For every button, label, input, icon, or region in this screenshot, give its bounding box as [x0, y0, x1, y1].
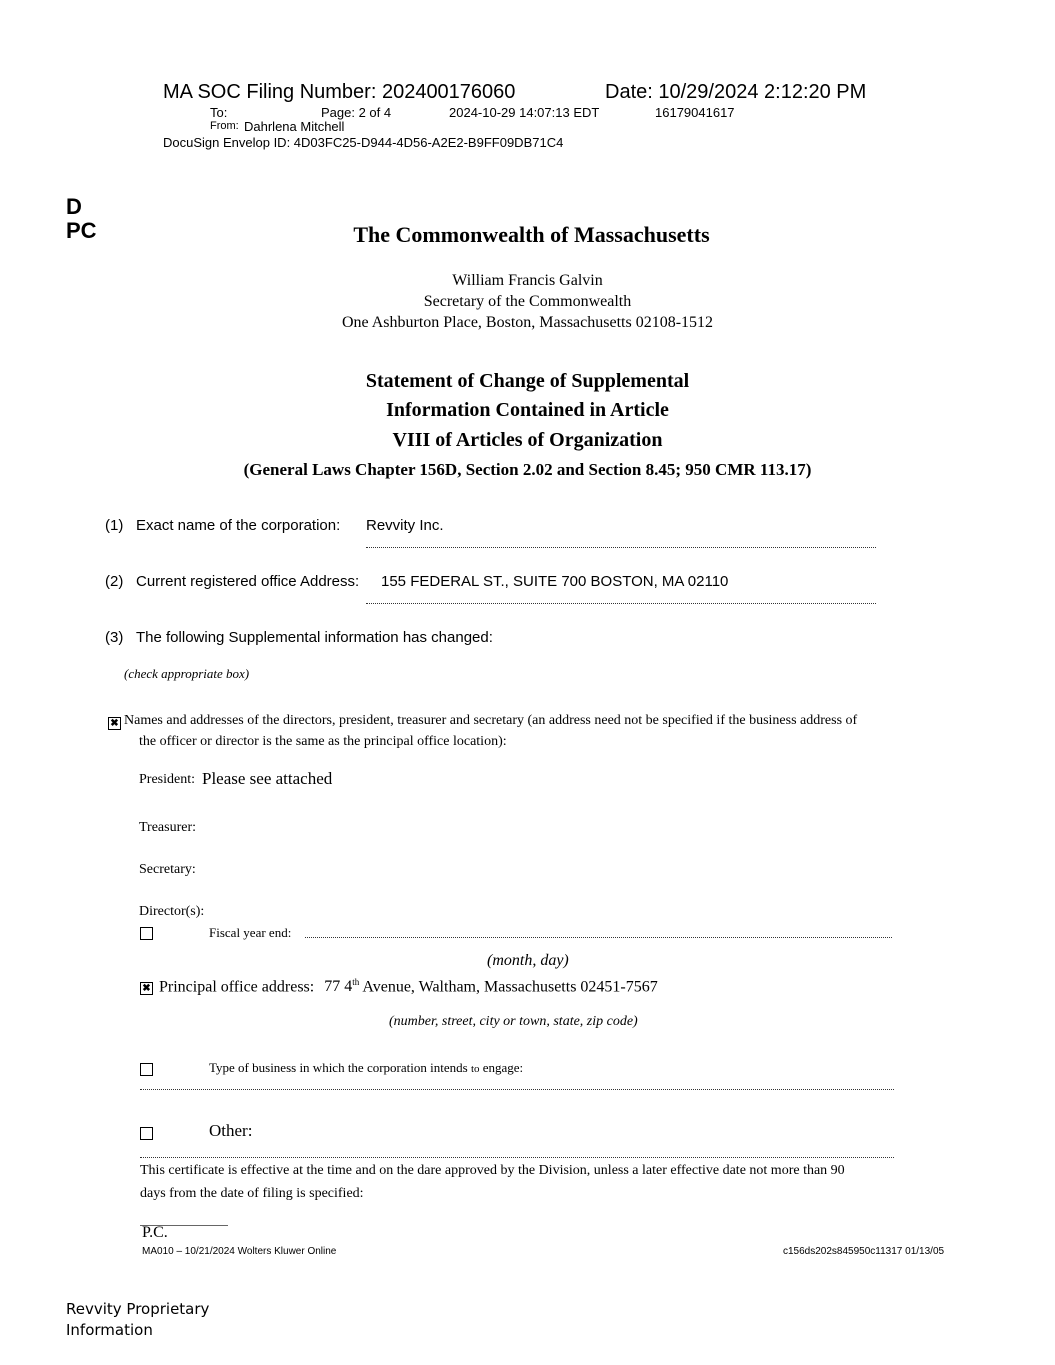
q1-label: Exact name of the corporation:: [136, 517, 341, 534]
business-checkbox[interactable]: [140, 1060, 153, 1078]
q2-dotted-line: [366, 603, 876, 604]
fax-phone: 16179041617: [655, 105, 735, 120]
principal-address-field[interactable]: [159, 977, 658, 996]
corporation-name-field[interactable]: Revvity Inc.: [366, 517, 444, 534]
fiscal-hint: (month, day): [487, 952, 569, 969]
other-label: Other:: [209, 1121, 253, 1140]
names-text-line1: Names and addresses of the directors, president, treasurer and secretary (an address need not be specified if the business address of: [124, 713, 858, 728]
statement-line3: VIII of Articles of Organization: [392, 429, 663, 451]
fax-from-name: Dahrlena Mitchell: [244, 119, 345, 134]
principal-label: Principal office address:: [159, 978, 315, 996]
directors-label: Director(s):: [139, 904, 205, 919]
statement-line2: Information Contained in Article: [386, 399, 669, 421]
statement-line1: Statement of Change of Supplemental: [365, 370, 690, 392]
fiscal-dotted-line: [305, 937, 892, 938]
president-field[interactable]: Please see attached: [202, 769, 333, 788]
fiscal-checkbox[interactable]: [140, 924, 153, 942]
president-label: President:: [139, 772, 195, 787]
docusign-envelope-id: DocuSign Envelop ID: 4D03FC25-D944-4D56-A2E2-B9FF09DB71C4: [163, 135, 564, 150]
pc-label: P.C.: [142, 1224, 168, 1241]
principal-value-sup: th: [352, 977, 360, 987]
fax-from-label: From:: [210, 120, 239, 132]
names-checkbox[interactable]: ✖: [108, 714, 121, 732]
business-dotted-line: [140, 1089, 894, 1090]
footer-right: c156ds202s845950c11317 01/13/05: [783, 1246, 945, 1257]
principal-value-pre: 77 4: [324, 978, 353, 996]
statement-laws: (General Laws Chapter 156D, Section 2.02 and Section 8.45; 950 CMR 113.17): [243, 460, 812, 479]
fiscal-label: Fiscal year end:: [209, 925, 292, 940]
footer-left: MA010 – 10/21/2024 Wolters Kluwer Online: [142, 1246, 337, 1257]
q1-dotted-line: [366, 547, 876, 548]
filing-date: Date: 10/29/2024 2:12:20 PM: [605, 81, 867, 103]
filing-number: MA SOC Filing Number: 202400176060: [163, 81, 516, 103]
q1-number: (1): [105, 517, 124, 534]
secretary-label: Secretary:: [139, 862, 196, 877]
fax-to-label: To:: [210, 105, 228, 120]
secretary-role: Secretary of the Commonwealth: [423, 293, 632, 310]
proprietary-line2: Information: [66, 1321, 153, 1339]
certificate-line1: This certificate is effective at the time and on the dare approved by the Division, unless a later effective date not more than 90: [140, 1163, 845, 1178]
q2-label: Current registered office Address:: [136, 573, 360, 590]
proprietary-line1: Revvity Proprietary: [66, 1300, 210, 1318]
other-checkbox[interactable]: [140, 1124, 153, 1142]
q3-number: (3): [105, 629, 124, 646]
business-label: Type of business in which the corporation intends to engage:: [209, 1060, 524, 1075]
registered-office-field[interactable]: 155 FEDERAL ST., SUITE 700 BOSTON, MA 02110: [381, 573, 729, 590]
principal-checkbox[interactable]: ✖: [140, 979, 153, 997]
principal-value-post: Avenue, Waltham, Massachusetts 02451-7567: [359, 978, 658, 996]
page-title: The Commonwealth of Massachusetts: [353, 222, 710, 247]
secretary-name: William Francis Galvin: [452, 272, 603, 289]
fax-page: Page: 2 of 4: [321, 105, 392, 120]
stamp-line2: PC: [66, 218, 97, 243]
q3-hint: (check appropriate box): [124, 666, 250, 681]
principal-hint: (number, street, city or town, state, zip code): [389, 1014, 638, 1029]
certificate-line2: days from the date of filing is specified:: [140, 1186, 364, 1201]
stamp-line1: D: [66, 194, 82, 219]
treasurer-label: Treasurer:: [139, 820, 197, 835]
secretary-address: One Ashburton Place, Boston, Massachusetts 02108-1512: [341, 314, 714, 331]
names-text-line2: the officer or director is the same as the principal office location):: [139, 734, 507, 749]
fax-timestamp: 2024-10-29 14:07:13 EDT: [449, 105, 600, 120]
q2-number: (2): [105, 573, 124, 590]
other-dotted-line: [140, 1157, 894, 1158]
q3-label: The following Supplemental information has changed:: [136, 629, 493, 646]
